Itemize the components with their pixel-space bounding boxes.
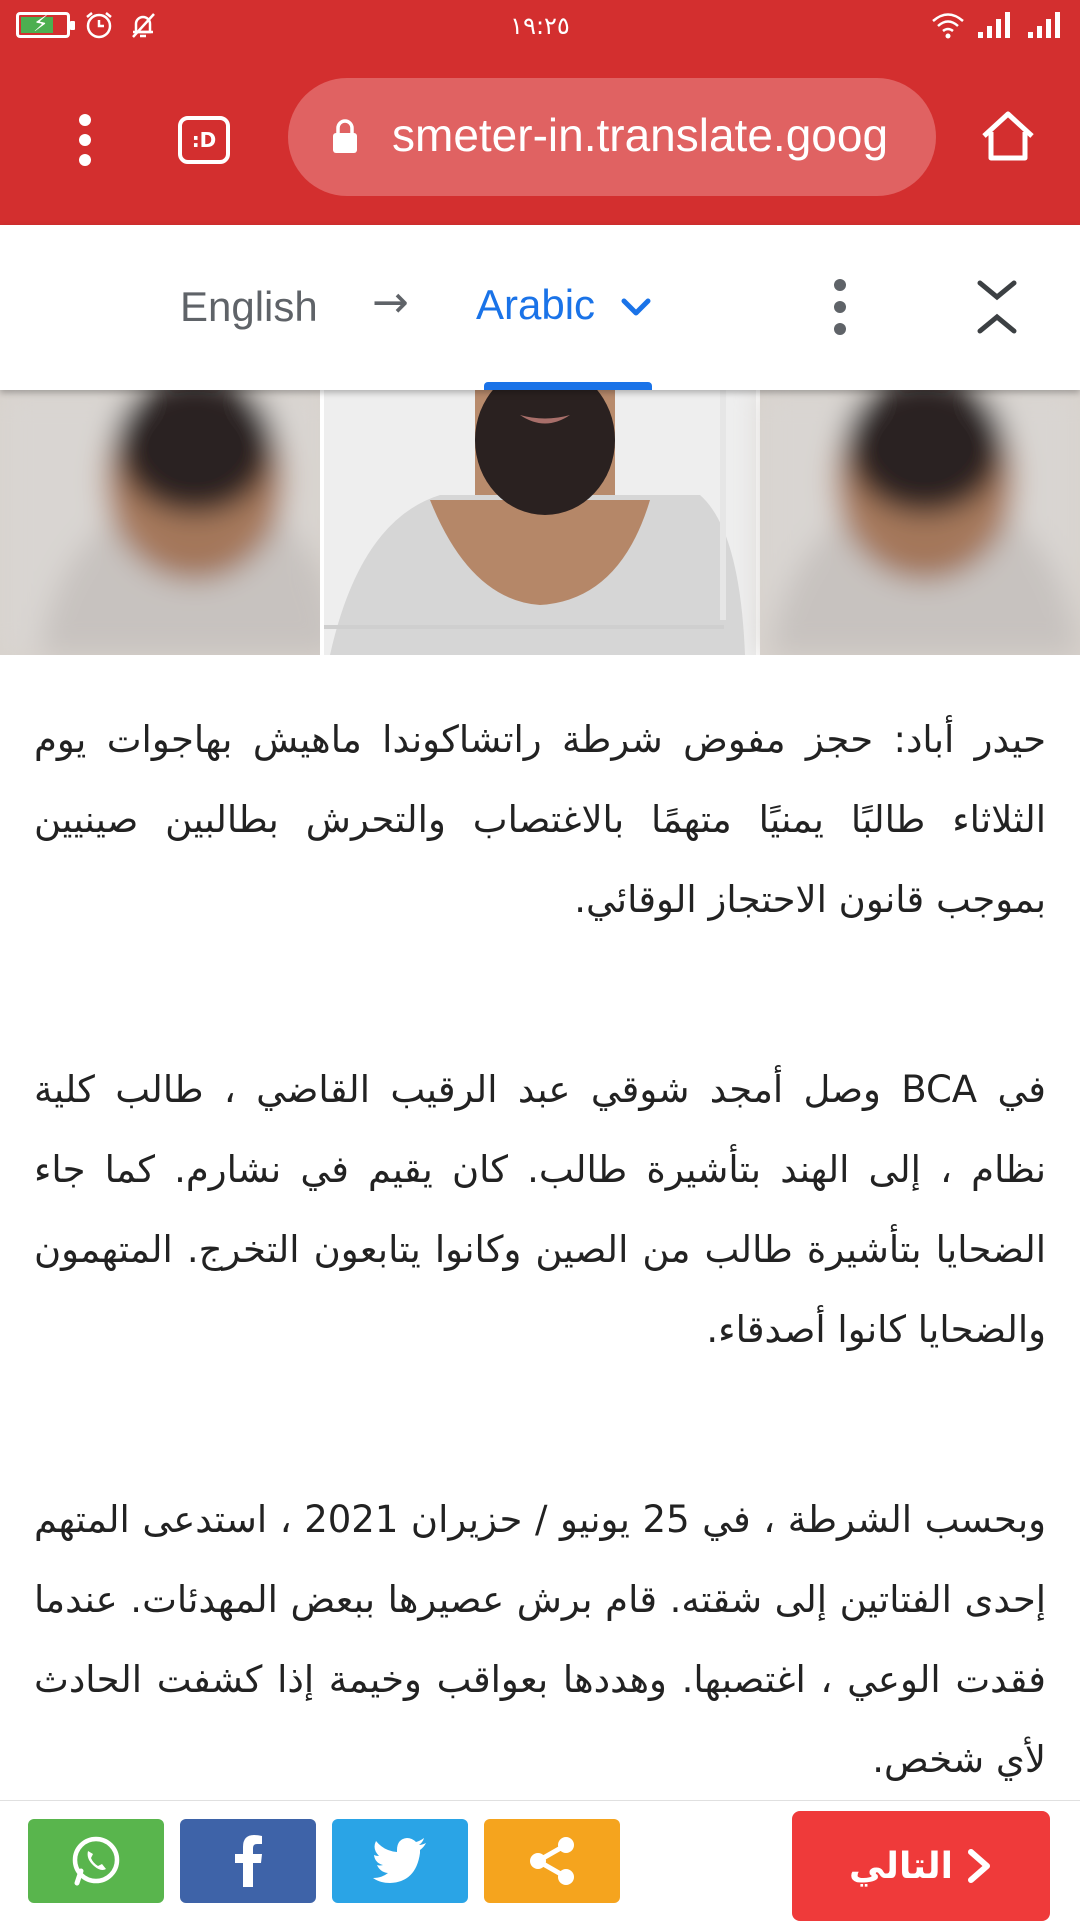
twitter-share-button[interactable] — [332, 1819, 468, 1903]
chevron-down-icon[interactable] — [616, 287, 656, 327]
article-paragraph-1: حيدر أباد: حجز مفوض شرطة راتشاكوندا ماهيش بهاجوات يوم الثلاثاء طالبًا يمنيًا متهمًا بالاغتصاب والتحرش بطالبين صينيين بموجب قانون الاحتجاز الوقائي. — [34, 718, 1046, 921]
facebook-icon — [228, 1833, 268, 1889]
target-language-tab[interactable]: Arabic — [476, 281, 596, 328]
battery-icon: ⚡ — [16, 12, 70, 38]
chevron-right-icon — [965, 1848, 993, 1884]
home-icon[interactable] — [978, 106, 1038, 166]
share-icon — [526, 1835, 578, 1887]
arrow-right-icon: → — [372, 277, 409, 328]
whatsapp-share-button[interactable] — [28, 1819, 164, 1903]
article-photo — [0, 390, 1080, 655]
translate-options-button[interactable] — [830, 279, 850, 343]
signal-icon-2 — [1026, 10, 1066, 40]
lock-icon — [330, 118, 360, 154]
whatsapp-icon — [68, 1833, 124, 1889]
address-bar[interactable] — [288, 78, 936, 196]
article-body — [34, 700, 1046, 1910]
twitter-icon — [372, 1837, 428, 1885]
browser-menu-button[interactable] — [70, 114, 100, 168]
share-button[interactable] — [484, 1819, 620, 1903]
wifi-icon — [930, 10, 966, 40]
article-paragraph-2: في BCA وصل أمجد شوقي عبد الرقيب القاضي ، طالب كلية نظام ، إلى الهند بتأشيرة طالب. كان يقيم في نشارم. كما جاء الضحايا بتأشيرة طالب من الصين وكانوا يتابعون التخرج. المتهمون والضحايا كانوا أصدقاء. — [34, 1068, 1046, 1351]
translate-bar — [0, 225, 1080, 390]
next-article-button[interactable] — [792, 1811, 1050, 1921]
share-bar — [0, 1800, 1080, 1921]
active-tab-indicator — [484, 382, 652, 390]
status-bar — [0, 0, 1080, 54]
collapse-icon[interactable] — [974, 275, 1020, 339]
article-paragraph-3: وبحسب الشرطة ، في 25 يونيو / حزيران 2021 ، استدعى المتهم إحدى الفتاتين إلى شقته. قام برش عصيرها ببعض المهدئات. عندما فقدت الوعي ، اغتصبها. وهددها بعواقب وخيمة إذا كشفت الحادث لأي شخص. — [34, 1498, 1046, 1781]
reader-mode-button[interactable]: :D — [178, 116, 230, 164]
signal-icon-1 — [976, 10, 1016, 40]
article-image — [0, 390, 1080, 655]
url-text: smeter-in.translate.goog — [392, 109, 889, 161]
next-article-label: التالي — [849, 1845, 954, 1887]
browser-toolbar — [0, 54, 1080, 225]
status-time: ١٩:٢٥ — [510, 12, 570, 40]
status-right-icons — [930, 10, 1066, 40]
facebook-share-button[interactable] — [180, 1819, 316, 1903]
source-language-tab[interactable]: English — [180, 283, 318, 330]
